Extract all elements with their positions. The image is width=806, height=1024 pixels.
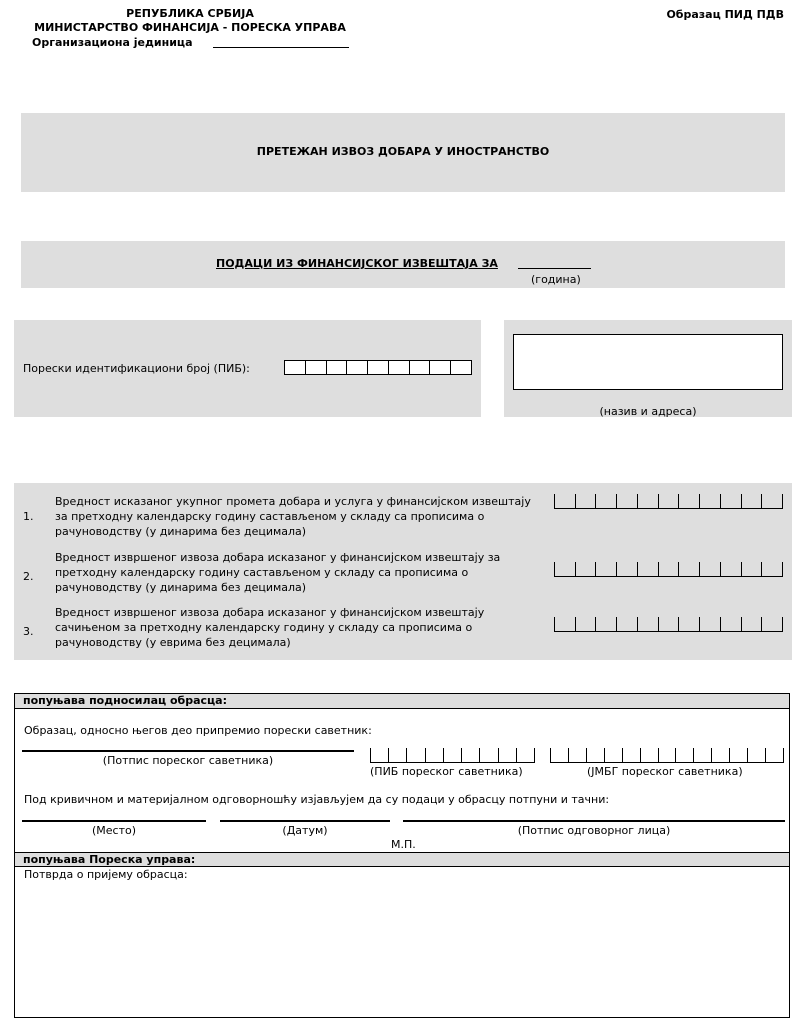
item-line: Вредност исказаног укупног промета добара и услуга у финансијском извештају [55,495,531,508]
digit-cell[interactable] [604,748,622,763]
item-description [55,550,500,595]
digit-cell[interactable] [575,494,596,509]
digit-cell[interactable] [595,562,616,577]
digit-cell[interactable] [284,360,305,375]
name-address-field[interactable] [513,334,783,390]
item-1-amount-input[interactable] [554,494,783,509]
item-line: Вредност извршеног извоза добара исказаног у финансијском извештају [55,606,485,619]
date-caption: (Датум) [282,824,328,837]
digit-cell[interactable] [575,562,596,577]
digit-cell[interactable] [741,562,762,577]
digit-cell[interactable] [516,748,535,763]
digit-cell[interactable] [575,617,596,632]
item-3 [14,605,792,651]
item-line: рачуноводству (у еврима без децимала) [55,636,291,649]
item-number: 3. [23,625,34,638]
digit-cell[interactable] [637,617,658,632]
digit-cell[interactable] [406,748,424,763]
advisor-signature-caption: (Потпис пореског саветника) [102,754,274,767]
digit-cell[interactable] [658,748,676,763]
digit-cell[interactable] [637,494,658,509]
advisor-jmbg-input[interactable] [550,748,784,763]
digit-cell[interactable] [554,494,575,509]
digit-cell[interactable] [720,617,741,632]
digit-cell[interactable] [409,360,430,375]
digit-cell[interactable] [367,360,388,375]
digit-cell[interactable] [622,748,640,763]
declaration-text: Под кривичном и материјалном одговорношћу изјављујем да су подаци у обрасцу потпуни и тачни: [24,793,610,806]
form-title: ПРЕТЕЖАН ИЗВОЗ ДОБАРА У ИНОСТРАНСТВО [256,145,550,158]
title-band [21,113,785,192]
item-1 [14,494,792,540]
advisor-pib-input[interactable] [370,748,535,763]
digit-cell[interactable] [595,494,616,509]
advisor-pib-caption: (ПИБ пореског саветника) [370,765,523,778]
signature-line[interactable] [403,820,785,822]
advisor-jmbg-caption: (ЈМБГ пореског саветника) [587,765,743,778]
item-line: рачуноводству (у динарима без децимала) [55,581,307,594]
digit-cell[interactable] [699,562,720,577]
digit-cell[interactable] [346,360,367,375]
items-block [14,483,792,660]
taxpayer-pib-box [14,320,481,417]
digit-cell[interactable] [568,748,586,763]
digit-cell[interactable] [765,748,784,763]
republic-name: РЕПУБЛИКА СРБИЈА [126,7,254,20]
digit-cell[interactable] [550,748,568,763]
item-3-amount-input[interactable] [554,617,783,632]
digit-cell[interactable] [616,494,637,509]
digit-cell[interactable] [326,360,347,375]
digit-cell[interactable] [658,494,679,509]
digit-cell[interactable] [305,360,326,375]
subtitle-band [21,241,785,288]
digit-cell[interactable] [616,617,637,632]
item-description [55,494,531,539]
digit-cell[interactable] [729,748,747,763]
item-number: 2. [23,570,34,583]
item-line: сачињеном за претходну календарску годину у складу са прописима о [55,621,473,634]
digit-cell[interactable] [747,748,765,763]
ministry-name: МИНИСТАРСТВО ФИНАНСИЈА - ПОРЕСКА УПРАВА [34,21,346,34]
digit-cell[interactable] [658,617,679,632]
digit-cell[interactable] [658,562,679,577]
date-line[interactable] [220,820,390,822]
digit-cell[interactable] [720,494,741,509]
digit-cell[interactable] [637,562,658,577]
digit-cell[interactable] [741,494,762,509]
digit-cell[interactable] [370,748,388,763]
taxpayer-name-box [504,320,792,417]
item-line: Вредност извршеног извоза добара исказаног у финансијском извештају за [55,551,501,564]
name-address-caption: (назив и адреса) [599,405,697,418]
org-unit-field[interactable] [213,47,349,48]
item-2-amount-input[interactable] [554,562,783,577]
year-caption: (година) [531,273,581,286]
digit-cell[interactable] [450,360,472,375]
digit-cell[interactable] [678,617,699,632]
digit-cell[interactable] [595,617,616,632]
digit-cell[interactable] [425,748,443,763]
item-line: за претходну календарску годину састављеном у складу са прописима о [55,510,485,523]
digit-cell[interactable] [761,494,783,509]
item-line: претходну календарску годину састављеном у складу са прописима о [55,566,469,579]
pib-input[interactable] [284,360,472,375]
digit-cell[interactable] [678,494,699,509]
digit-cell[interactable] [554,562,575,577]
digit-cell[interactable] [554,617,575,632]
item-2 [14,550,792,596]
tax-office-heading: попуњава Пореска управа: [15,852,789,867]
digit-cell[interactable] [429,360,450,375]
advisor-text: Образац, односно његов део припремио порески саветник: [24,724,372,737]
digit-cell[interactable] [678,562,699,577]
year-field[interactable] [518,268,591,269]
digit-cell[interactable] [741,617,762,632]
digit-cell[interactable] [461,748,479,763]
receipt-label: Потврда о пријему обрасца: [24,868,188,881]
submitter-heading: попуњава подносилац обрасца: [15,694,789,709]
digit-cell[interactable] [675,748,693,763]
digit-cell[interactable] [479,748,497,763]
item-line: рачуноводству (у динарима без децимала) [55,525,307,538]
digit-cell[interactable] [388,360,409,375]
digit-cell[interactable] [498,748,516,763]
stamp-label: М.П. [391,838,416,851]
advisor-signature-line[interactable] [22,750,354,752]
digit-cell[interactable] [616,562,637,577]
pib-label: Порески идентификациони број (ПИБ): [23,362,250,375]
place-line[interactable] [22,820,206,822]
digit-cell[interactable] [693,748,711,763]
org-unit-label: Организациона јединица [32,36,193,49]
digit-cell[interactable] [640,748,658,763]
digit-cell[interactable] [586,748,604,763]
digit-cell[interactable] [388,748,406,763]
item-number: 1. [23,510,34,523]
signature-caption: (Потпис одговорног лица) [517,824,671,837]
item-description [55,605,484,650]
place-caption: (Место) [91,824,137,837]
digit-cell[interactable] [761,562,783,577]
digit-cell[interactable] [443,748,461,763]
declaration-section [14,693,790,1018]
report-title: ПОДАЦИ ИЗ ФИНАНСИЈСКОГ ИЗВЕШТАЈА ЗА [216,257,498,270]
digit-cell[interactable] [711,748,729,763]
digit-cell[interactable] [720,562,741,577]
digit-cell[interactable] [699,617,720,632]
digit-cell[interactable] [761,617,783,632]
form-code: Образац ПИД ПДВ [666,8,784,21]
digit-cell[interactable] [699,494,720,509]
